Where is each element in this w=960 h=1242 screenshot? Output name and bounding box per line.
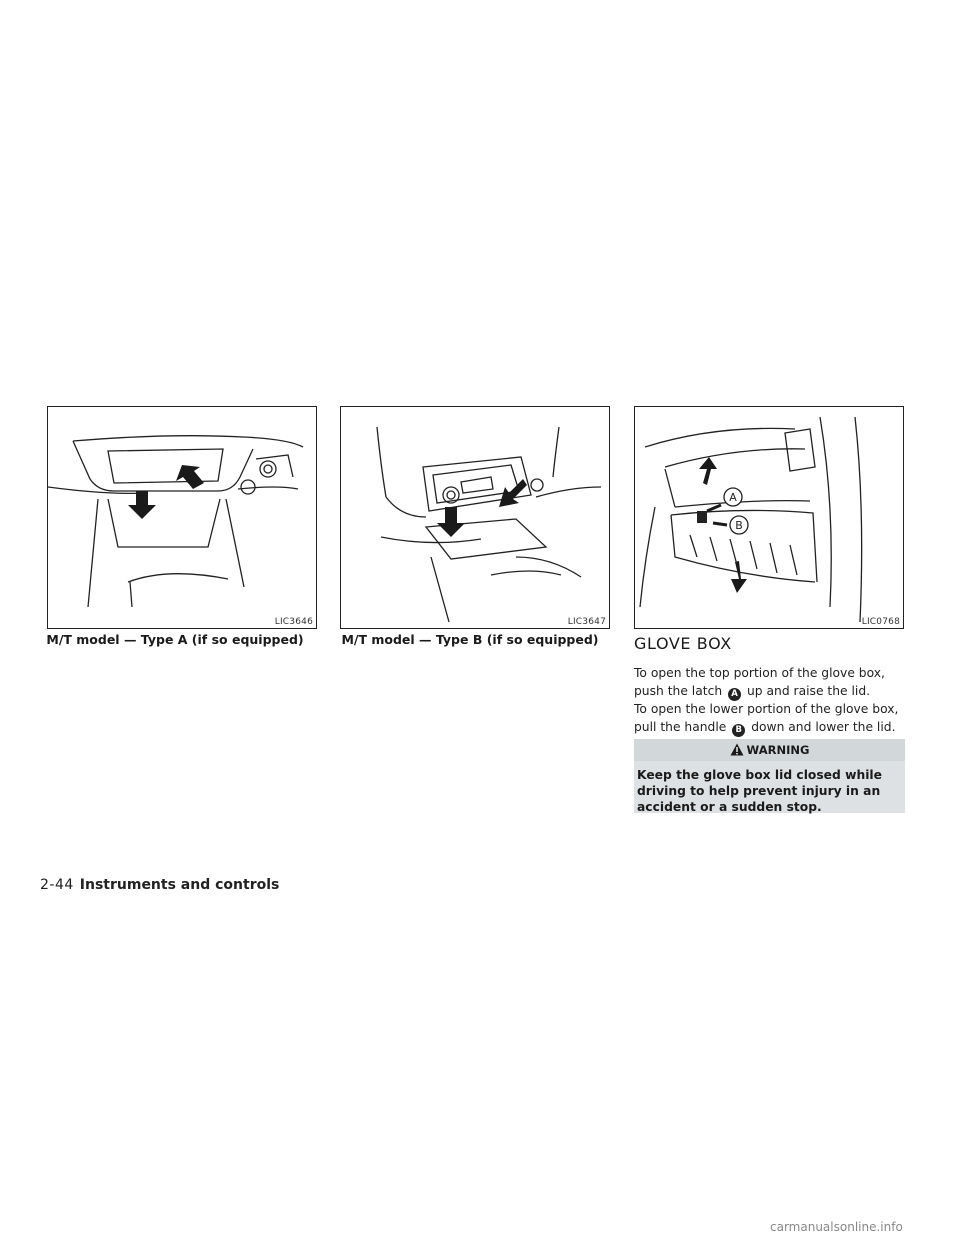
paragraph-top-portion	[634, 664, 906, 701]
page-number: 2-44	[40, 877, 74, 893]
warning-text: Keep the glove box lid closed while driving to help prevent injury in an accident or a sudden stop.	[637, 768, 882, 814]
label-b: B	[735, 519, 743, 532]
warning-box	[634, 739, 905, 813]
page-footer	[40, 877, 279, 893]
figure-caption: M/T model — Type A (if so equipped)	[46, 632, 304, 647]
paragraph-lower-portion	[634, 700, 906, 737]
console-type-a-illustration	[48, 407, 317, 629]
watermark: carmanualsonline.info	[770, 1220, 903, 1234]
warning-title: WARNING	[746, 743, 810, 757]
marker-a: A	[728, 688, 741, 701]
figure-type-b	[340, 406, 610, 629]
console-type-b-illustration	[341, 407, 610, 629]
figure-code: LIC3646	[274, 617, 313, 627]
marker-b: B	[732, 724, 745, 737]
glove-box-illustration	[635, 407, 904, 629]
figure-caption: M/T model — Type B (if so equipped)	[341, 632, 599, 647]
chapter-title: Instruments and controls	[79, 877, 280, 893]
para-text: up and raise the lid.	[746, 684, 871, 698]
para-text: To open the top portion of the glove box, push the latch	[634, 666, 885, 698]
figure-code: LIC0768	[861, 617, 900, 627]
para-text: To open the lower portion of the glove box, pull the handle	[634, 702, 899, 734]
figure-type-a	[47, 406, 317, 629]
figure-code: LIC3647	[567, 617, 606, 627]
label-a: A	[729, 491, 737, 504]
warning-icon	[730, 741, 744, 763]
warning-header	[634, 739, 905, 761]
para-text: down and lower the lid.	[751, 720, 896, 734]
section-title: GLOVE BOX	[634, 634, 732, 653]
figure-glove-box	[634, 406, 904, 629]
